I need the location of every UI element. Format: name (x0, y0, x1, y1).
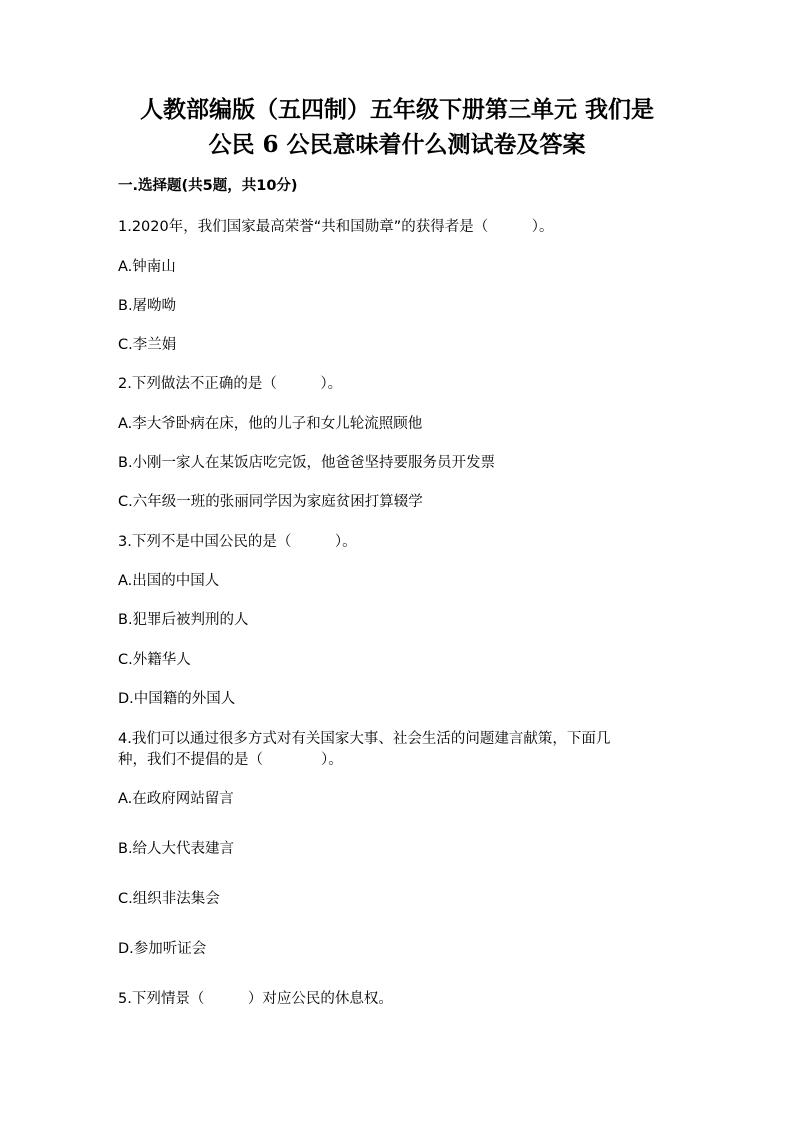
question-3-stem: 3.下列不是中国公民的是（ ）。 (118, 534, 357, 550)
question-4-option-d: D.参加听证会 (118, 941, 207, 957)
question-3-option-c: C.外籍华人 (118, 652, 191, 668)
question-4-stem-line-1: 4.我们可以通过很多方式对有关国家大事、社会生活的问题建言献策，下面几 (118, 731, 611, 747)
question-5-stem: 5.下列情景（ ）对应公民的休息权。 (118, 991, 393, 1007)
question-4-stem-line-2: 种，我们不提倡的是（ ）。 (118, 752, 343, 768)
title-line-2: 公民 6 公民意味着什么测试卷及答案 (208, 131, 586, 158)
question-2-option-c: C.六年级一班的张丽同学因为家庭贫困打算辍学 (118, 494, 423, 510)
question-1-option-a: A.钟南山 (118, 259, 176, 275)
question-4-option-a: A.在政府网站留言 (118, 791, 234, 807)
question-2-option-b: B.小刚一家人在某饭店吃完饭，他爸爸坚持要服务员开发票 (118, 455, 496, 471)
question-4-option-b: B.给人大代表建言 (118, 841, 235, 857)
title-line-1: 人教部编版（五四制）五年级下册第三单元 我们是 (139, 96, 654, 123)
question-1-stem: 1.2020年，我们国家最高荣誉“共和国勋章”的获得者是（ ）。 (118, 219, 554, 235)
question-2-stem: 2.下列做法不正确的是（ ）。 (118, 376, 343, 392)
question-1-option-c: C.李兰娟 (118, 337, 177, 353)
question-1-option-b: B.屠呦呦 (118, 298, 177, 314)
section-heading: 一.选择题(共5题，共10分) (118, 178, 298, 194)
question-3-option-a: A.出国的中国人 (118, 573, 220, 589)
question-4-option-c: C.组织非法集会 (118, 891, 220, 907)
question-3-option-b: B.犯罪后被判刑的人 (118, 612, 249, 628)
page-title (80, 92, 714, 162)
question-3-option-d: D.中国籍的外国人 (118, 691, 236, 707)
question-2-option-a: A.李大爷卧病在床，他的儿子和女儿轮流照顾他 (118, 416, 423, 432)
